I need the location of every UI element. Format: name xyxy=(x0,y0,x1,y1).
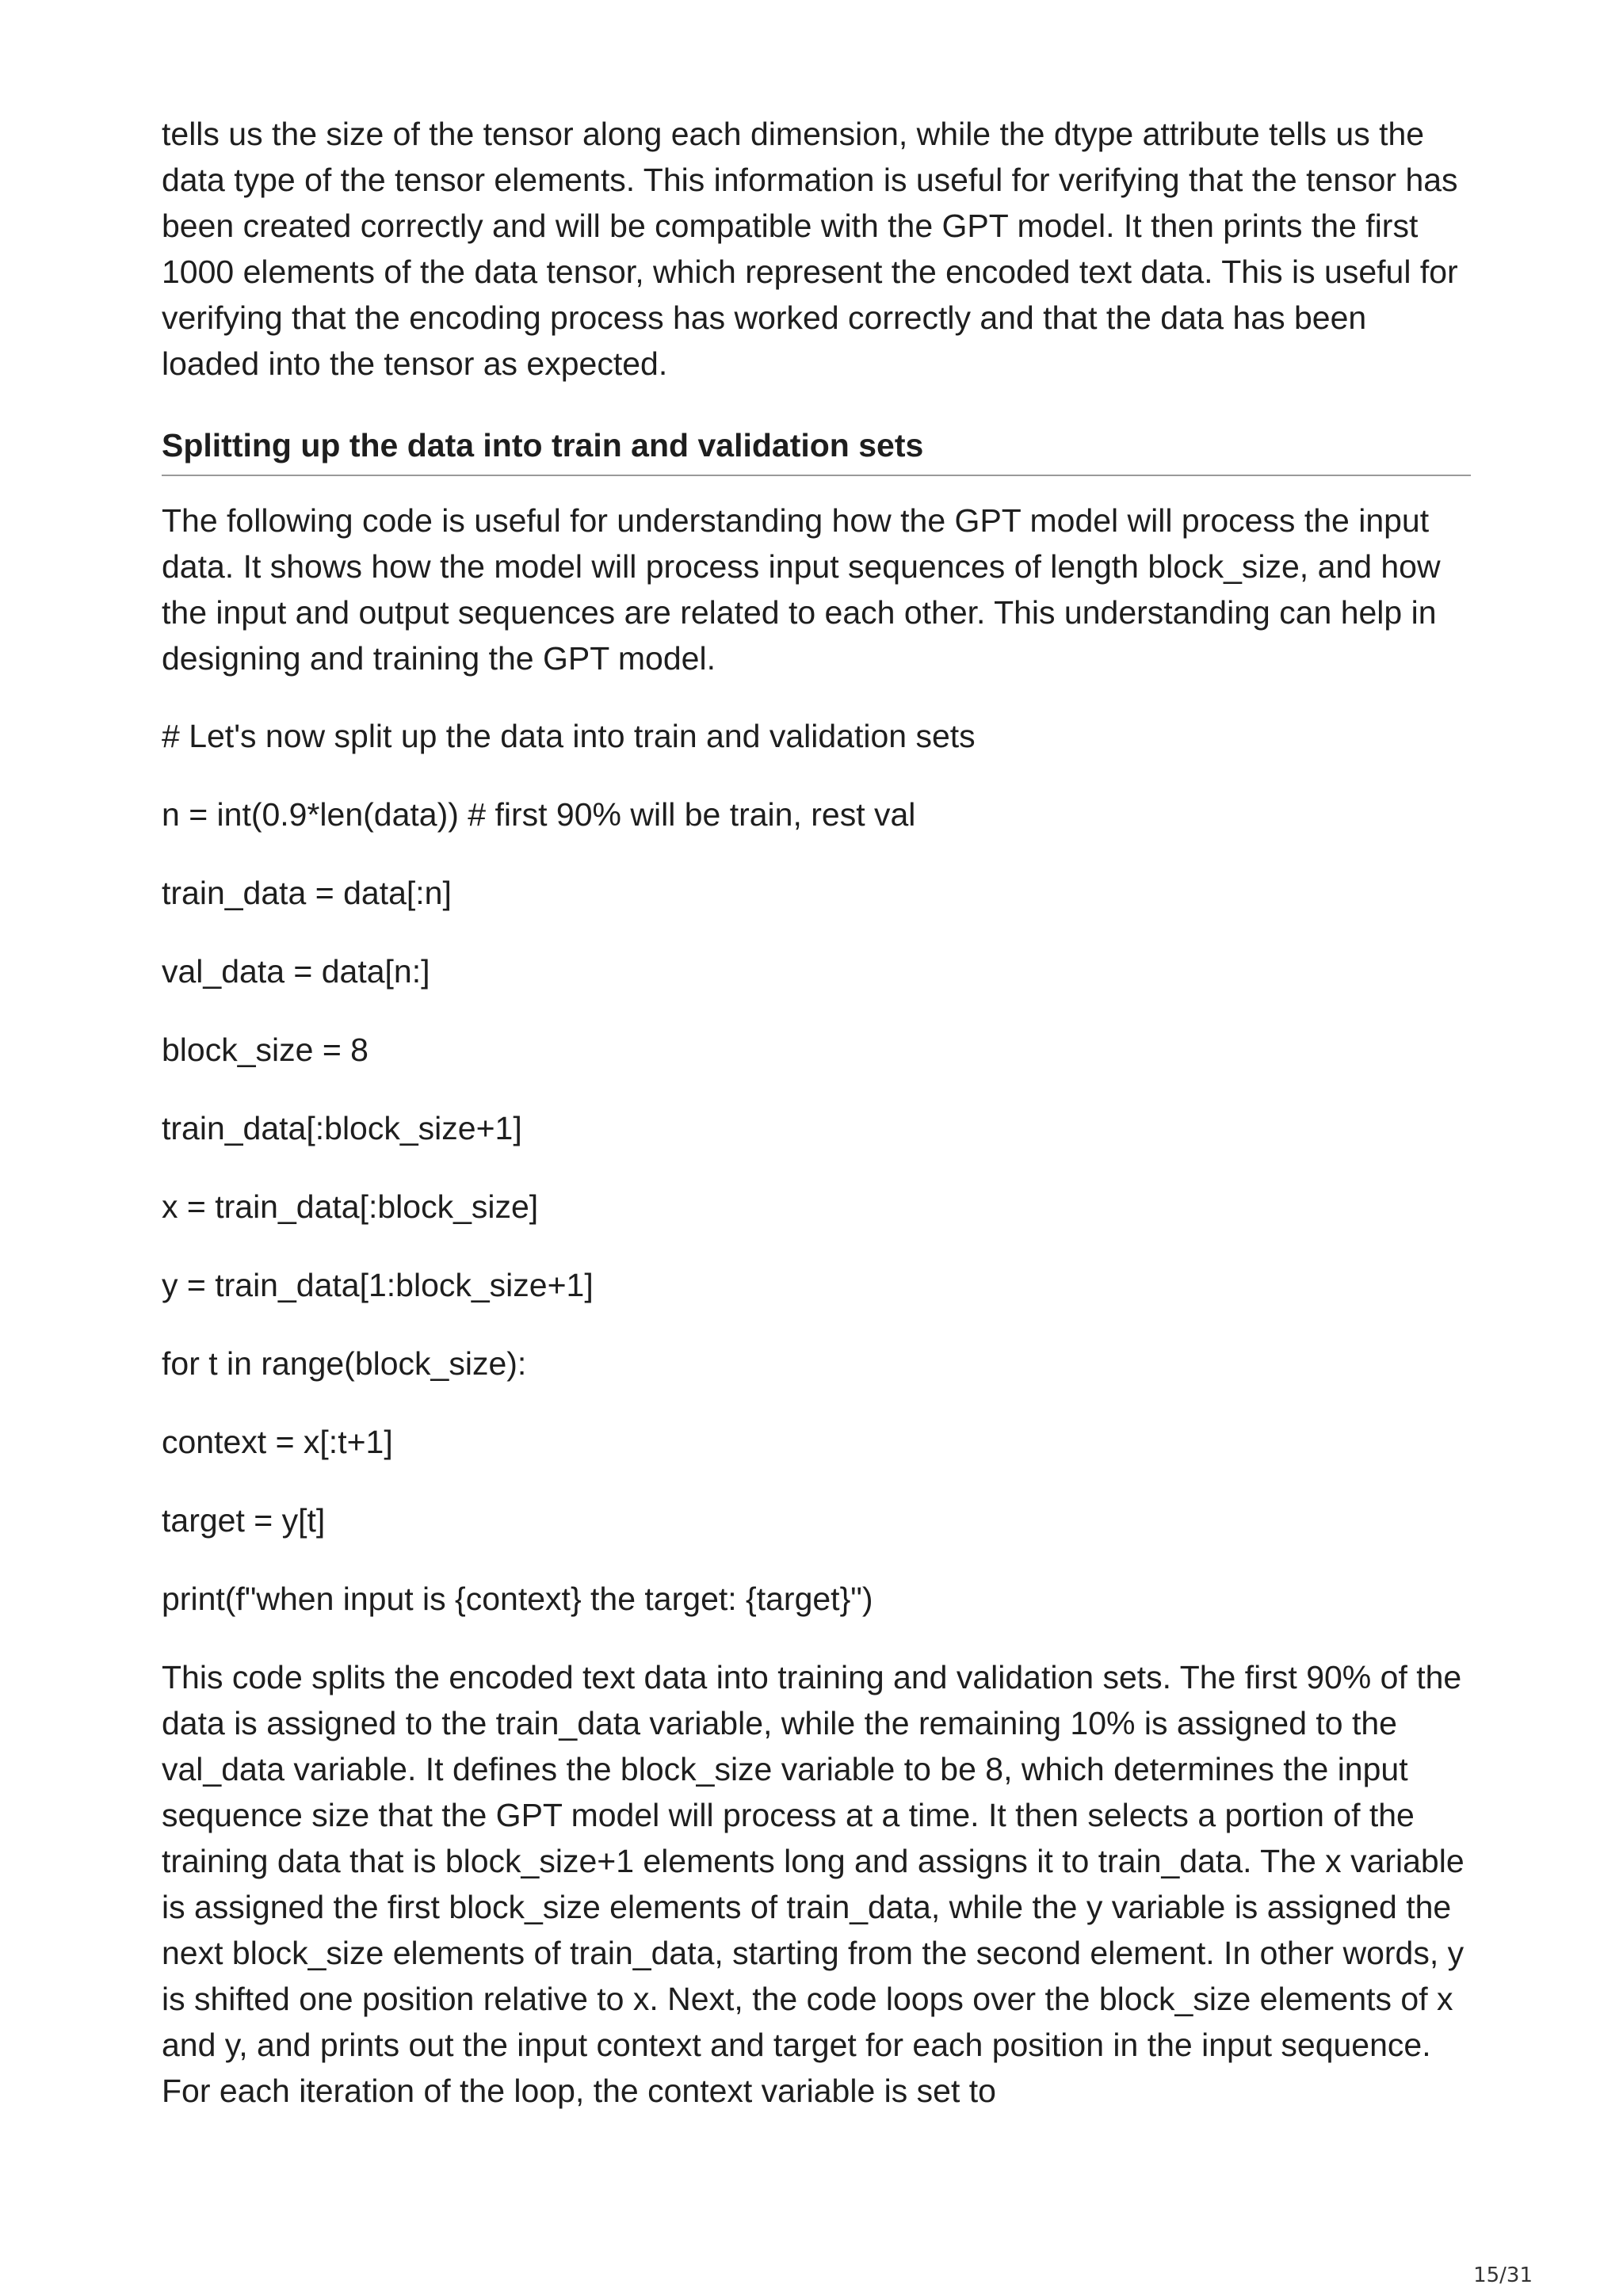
section-heading: Splitting up the data into train and validation sets xyxy=(162,422,1471,476)
code-line: for t in range(block_size): xyxy=(162,1345,527,1382)
code-line: y = train_data[1:block_size+1] xyxy=(162,1267,594,1303)
code-line: train_data = data[:n] xyxy=(162,875,452,911)
code-line: train_data[:block_size+1] xyxy=(162,1110,522,1146)
code-line: val_data = data[n:] xyxy=(162,953,430,990)
explanation-paragraph: This code splits the encoded text data into training and validation sets. The first 90% of the data is assigned to the train_data variable, while the remaining 10% is assigned to the val_data variable. It defines the block_size variable to be 8, which determines the input sequence size that the GPT model will process at a time. It then selects a portion of the training data that is block_size+1 elements long and assigns it to train_data. The x variable is assigned the first block_size elements of train_data, while the y variable is assigned the next block_size elements of train_data, starting from the second element. In other words, y is shifted one position relative to x. Next, the code loops over the block_size elements of x and y, and prints out the input context and target for each position in the input sequence. For each iteration of the loop, the context variable is set to xyxy=(162,1659,1465,2109)
code-line: # Let's now split up the data into train and validation sets xyxy=(162,718,976,754)
code-line: n = int(0.9*len(data)) # first 90% will be train, rest val xyxy=(162,796,916,833)
intro-paragraph: tells us the size of the tensor along each dimension, while the dtype attribute tells us the data type of the tensor elements. This information is useful for verifying that the tensor has been created correctly and will be compatible with the GPT model. It then prints the first 1000 elements of the data tensor, which represent the encoded text data. This is useful for verifying that the encoding process has worked correctly and that the data has been loaded into the tensor as expected. xyxy=(162,116,1458,382)
code-line: block_size = 8 xyxy=(162,1032,369,1068)
code-line: x = train_data[:block_size] xyxy=(162,1188,539,1225)
code-line: print(f"when input is {context} the target: {target}") xyxy=(162,1581,873,1617)
page-number: 15/31 xyxy=(1473,2264,1533,2287)
code-line: context = x[:t+1] xyxy=(162,1424,393,1460)
code-block xyxy=(162,713,1471,1622)
code-line: target = y[t] xyxy=(162,1502,326,1539)
document-page xyxy=(162,111,1471,2114)
description-paragraph: The following code is useful for understanding how the GPT model will process the input data. It shows how the model will process input sequences of length block_size, and how the input and output sequences are related to each other. This understanding can help in designing and training the GPT model. xyxy=(162,502,1441,677)
